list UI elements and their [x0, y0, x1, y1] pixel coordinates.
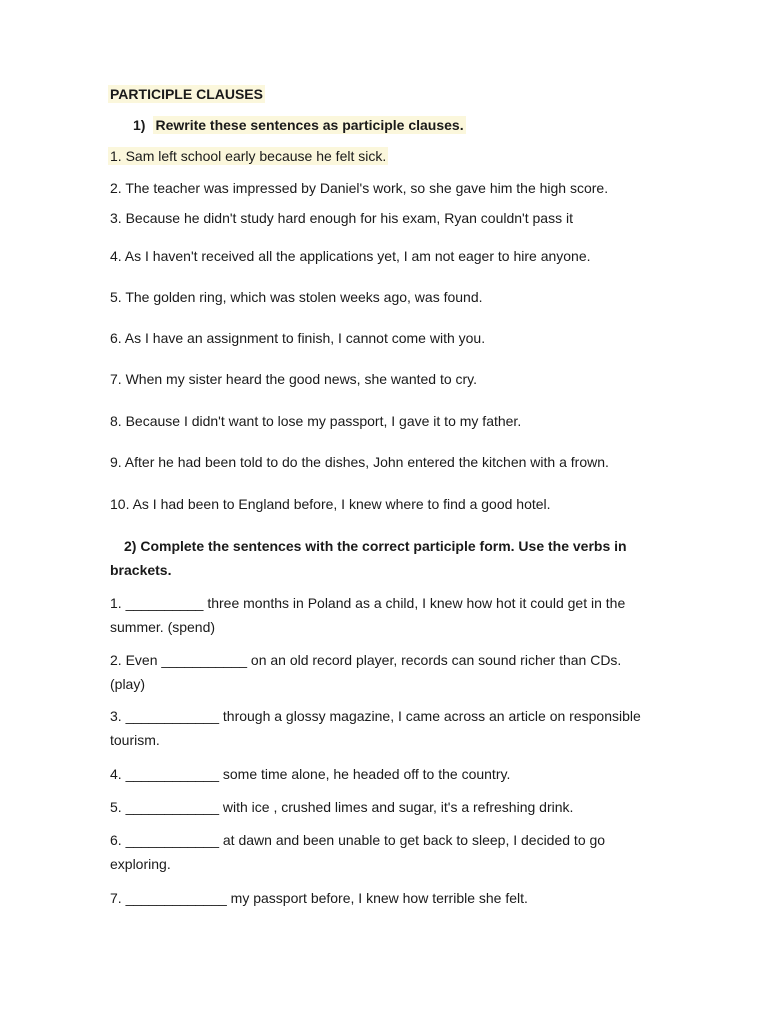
section2-instruction: 2) Complete the sentences with the correct participle form. Use the verbs in brackets. — [110, 538, 627, 578]
section1-item-5: 5. The golden ring, which was stolen weeks ago, was found. — [110, 289, 483, 305]
section1-item-8: 8. Because I didn't want to lose my passport, I gave it to my father. — [110, 413, 522, 429]
section2-item-5: 5. ____________ with ice , crushed limes and sugar, it's a refreshing drink. — [110, 799, 574, 815]
page-title — [110, 85, 265, 103]
section1-item-1-text: 1. Sam left school early because he felt sick. — [110, 148, 387, 164]
section2-item-4: 4. ____________ some time alone, he headed off to the country. — [110, 766, 511, 782]
section2-item-6: 6. ____________ at dawn and been unable to get back to sleep, I decided to go exploring. — [110, 832, 606, 872]
section2-item-3: 3. ____________ through a glossy magazine, I came across an article on responsible tourism. — [110, 708, 641, 748]
section1-item-1 — [110, 147, 388, 165]
section1-instruction: Rewrite these sentences as participle clauses. — [155, 117, 464, 133]
section1-item-7: 7. When my sister heard the good news, she wanted to cry. — [110, 371, 478, 387]
section1-item-4: 4. As I haven't received all the applications yet, I am not eager to hire anyone. — [110, 248, 591, 264]
section1-item-6: 6. As I have an assignment to finish, I cannot come with you. — [110, 330, 486, 346]
section2-item-7: 7. _____________ my passport before, I knew how terrible she felt. — [110, 890, 528, 906]
section1-item-10: 10. As I had been to England before, I knew where to find a good hotel. — [110, 496, 551, 512]
section1-item-9: 9. After he had been told to do the dishes, John entered the kitchen with a frown. — [110, 454, 609, 470]
section1-item-2: 2. The teacher was impressed by Daniel's work, so she gave him the high score. — [110, 180, 609, 196]
section1-heading — [133, 116, 466, 134]
section2-item-1: 1. __________ three months in Poland as a child, I knew how hot it could get in the summer. (spend) — [110, 595, 626, 635]
section1-item-3: 3. Because he didn't study hard enough for his exam, Ryan couldn't pass it — [110, 210, 573, 226]
section2-item-2: 2. Even ___________ on an old record player, records can sound richer than CDs. (play) — [110, 652, 622, 692]
section1-number: 1) — [133, 117, 146, 133]
page-title-text: PARTICIPLE CLAUSES — [110, 86, 263, 102]
